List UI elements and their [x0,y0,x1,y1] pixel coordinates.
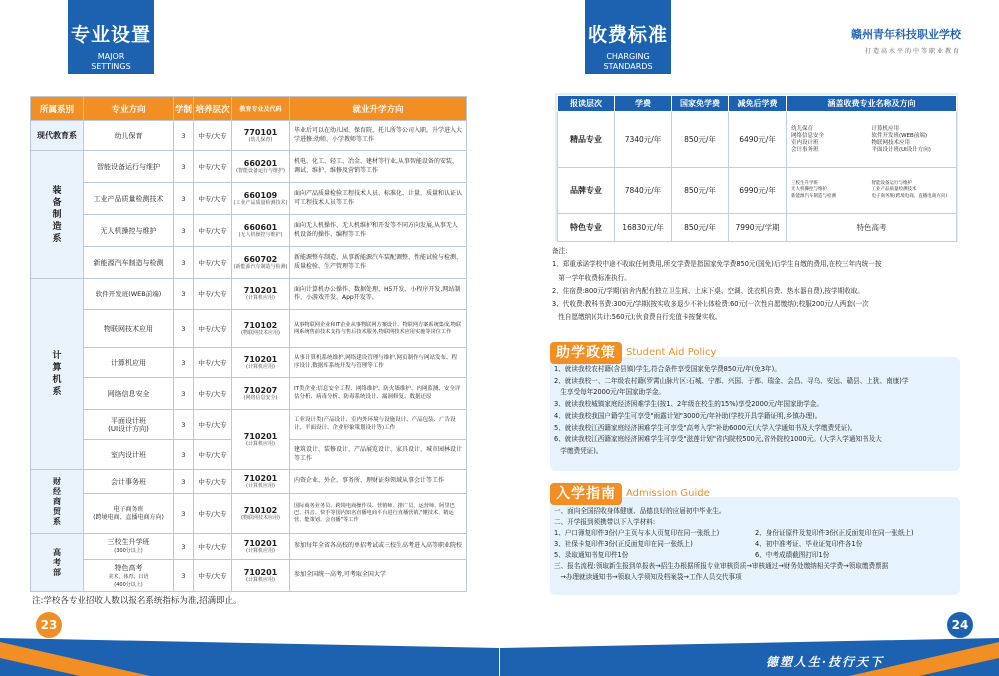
guide-line: 二、开学报到须携带以下入学材料: [554,518,656,526]
after-cell: 7990元/学期 [729,214,787,242]
major-cell: 室内设计班 [84,440,174,470]
code-text: 660109 [243,190,278,200]
major-name: 室内设计班 [791,139,819,146]
fee-notes [552,245,972,325]
major-name: 电子商务班(跨境电商、直播电商方向) [871,193,948,199]
level-cell: 中专/大专 [194,247,232,279]
years-cell: 3 [174,410,194,440]
direction-cell: 国际商务业务员、跨境电商操作员、营销师、推广员、运营师、阿里巴巴、抖音、快手等国内知名直播电商平台进行直播营销,"懂技术、精运营、能策划、会直播"等工作 [290,494,467,534]
section-title-en [68,52,154,72]
school-slogan: 打造高水平的中等职业教育 [864,48,961,55]
free-cell: 850元/年 [672,214,729,242]
majors-col [872,126,953,154]
major-text: 特色高考 [114,563,143,572]
section-tab-major-settings [68,0,154,74]
table-row [31,215,467,247]
aid-line: 4、就读我校我国户籍学生可享受"雨露计划"3000元/年补助(学校开具学籍证明,乡镇办理)。 [554,411,822,420]
footer-shape [0,628,499,676]
code-cell [232,279,290,310]
direction-cell: 参加每年全省各高校的单招考试或三校生高考进入高等职业院校 [290,534,467,560]
major-name: 会计事务班 [791,146,819,153]
guide-line: 一、面向全国招收身体健康、品德良好的应届初中毕业生。 [554,507,726,515]
code-cell [232,215,290,247]
years-cell: 3 [174,470,194,494]
direction-cell: 面向无人机操作、无人机维护和开发等不同方向发展,从事无人机设备的操作、编程等工作 [290,215,467,247]
table-footnote: 注:学校各专业招收人数以报名系统指标为准,招满即止。 [32,596,242,606]
direction-cell: 参加全国统一高考,可考取全国大学 [290,560,467,592]
years-cell: 3 [174,215,194,247]
major-name: 平面设计班(UI设计方向) [871,146,931,153]
after-cell: 6490元/年 [729,112,787,168]
code-text: 710102 [243,505,278,515]
aid-line: 6、就读我校江西籍家庭经济困难学生可享受"滋莲计划"省内院校500元,省外院校1000元。(大学入学通知书及大 [554,435,882,444]
table-row [31,279,467,310]
free-cell: 850元/年 [672,112,729,168]
years-cell: 3 [174,440,194,470]
years-cell: 3 [174,183,194,215]
years-cell: 3 [174,534,194,560]
years-cell: 3 [174,560,194,592]
fee-cell: 16830元/年 [615,214,672,242]
level-cell: 中专/大专 [194,410,232,440]
major-cell [84,560,174,592]
major-name: 网络信息安全 [791,132,825,139]
title-en-line2: STANDARDS [603,62,653,71]
admission-guide-box [550,497,960,595]
fee-table [557,95,957,242]
major-cell: 幼儿保育 [84,121,174,151]
code-sub: (物联网技术应用) [241,514,280,521]
level-cell: 中专/大专 [194,183,232,215]
level-cell: 中专/大专 [194,121,232,151]
years-cell: 3 [174,378,194,410]
majors-cell [787,168,957,214]
code-text: 710201 [243,354,278,364]
header-cell: 报读层次 [558,96,615,112]
major-cell: 平面设计班 (UI设计方向) [84,410,174,440]
table-row [31,410,467,440]
table-row [31,121,467,151]
direction-cell: 内资企业、外企、事务所、理财证券领域从事会计等工作 [290,470,467,494]
major-name: 幼儿保育 [791,125,814,132]
code-cell [232,470,290,494]
majors-col [791,126,872,154]
major-text: 三校生升学班 [107,538,150,546]
note-line: 1、郑重承诺学校中途不收取任何费用,所交学费是指国家免学费850元(国免)后学生自缴的费用,在校三年内统一按 [552,260,882,269]
direction-cell: 毕业后可以在幼儿园、保育院、托儿所等公司入职。升学进入大学进修:幼师、小学教师等工作 [290,121,467,151]
direction-cell: 新能源整车制造、从事新能源汽车装配调整、性能试验与检测、质量检验、生产管理等工作 [290,247,467,279]
code-cell [232,310,290,348]
code-text: 770101 [243,127,278,137]
level-cell: 中专/大专 [194,560,232,592]
aid-line: 学缴费凭证)。 [554,446,603,455]
major-note: 美术、体育、日语 (400分以上) [108,573,149,588]
note-line: 3、代收费:教科书费:300元/学期(按实收多退少不补);体检费:60元(一次性自愿缴纳);校服200元/人两套(一次 [552,300,869,309]
table-row [558,214,957,242]
code-text: 660201 [243,158,278,168]
level-cell: 品牌专业 [558,168,615,214]
table-header-row [558,96,957,112]
header-cell: 国家免学费 [672,96,729,112]
right-footer [500,628,999,676]
footer-slogan: 德塑人生·技行天下 [765,655,884,669]
aid-line: 生享受每年2000元/年国家助学金。 [554,388,666,397]
school-name: 赣州青年科技职业学校 [851,28,961,41]
code-text: 710201 [243,431,278,441]
free-cell: 850元/年 [672,168,729,214]
level-cell: 中专/大专 [194,470,232,494]
code-sub: (计算机应用) [246,482,275,489]
header-cell: 就业升学方向 [290,97,467,121]
major-name: 计算机应用 [871,125,900,132]
table-row [31,310,467,348]
majors-col [791,181,872,201]
fee-cell: 7840元/年 [615,168,672,214]
code-sub: (网络信息安全) [243,394,278,401]
years-cell: 3 [174,494,194,534]
code-cell [232,183,290,215]
major-cell: 物联网技术应用 [84,310,174,348]
level-cell: 中专/大专 [194,348,232,378]
level-cell: 中专/大专 [194,440,232,470]
material-item: 5、录取通知书复印件1份 [554,551,629,559]
left-page [0,0,499,676]
direction-cell: 机电、化工、轻工、冶金、建材等行业,从事智能设备的安装、调试、维护、维修及营销等工作 [290,151,467,183]
direction-cell: 工业设计类(产品设计、室内外环境与设施设计、产品包装、广告设计、平面设计、企业形象策划设计等)工作 [290,410,467,440]
code-cell [232,151,290,183]
years-cell: 3 [174,348,194,378]
dept-cell: 高 考 部 [31,534,84,592]
guide-title: 入学指南 [550,483,622,505]
level-cell: 特色专业 [558,214,615,242]
code-sub: (新能源汽车制造与检测) [233,263,288,270]
major-name: 工业产品质量检测技术 [871,187,917,193]
major-cell: 智能设备运行与维护 [84,151,174,183]
major-table [30,96,467,592]
header-cell: 培养层次 [194,97,232,121]
aid-title: 助学政策 [550,342,622,364]
header-cell: 减免后学费 [729,96,787,112]
code-text: 710207 [243,385,278,395]
materials-col [554,528,755,561]
direction-cell: 面向产品质量检验工程技术人员、标准化、计量、质量和认证认可工程技术人员等工作 [290,183,467,215]
fee-cell: 7340元/年 [615,112,672,168]
note-line: 第一学年收费标准执行。 [552,273,631,282]
code-sub: (计算机应用) [246,363,275,370]
materials-col [755,528,956,561]
table-row [558,168,957,214]
years-cell: 3 [174,310,194,348]
material-item: 1、户口簿复印件3份(户主页与本人页复印在同一张纸上) [554,529,720,537]
section-tab-charging-standards [585,0,671,74]
direction-cell: 从事计算机系统维护,网络建设管理与维护,网页制作与网站发布、程序设计,数据库系统开发与管理等工作 [290,348,467,378]
years-cell: 3 [174,247,194,279]
direction-cell: 面向计算机办公操作、数据处理、H5开发、小程序开发,网站制作、小游戏开发、App开发等。 [290,279,467,310]
header-cell: 学制 [174,97,194,121]
after-cell: 6990元/年 [729,168,787,214]
years-cell: 3 [174,151,194,183]
major-note: (300分以上) [114,548,143,554]
majors-col [872,181,953,201]
major-cell: 会计事务班 [84,470,174,494]
code-cell [232,247,290,279]
major-name: 三校生升学班 [791,180,818,186]
code-cell [232,348,290,378]
dept-cell: 装 备 制 造 系 [31,151,84,279]
code-sub: (计算机应用) [246,440,275,447]
section-title: 专业设置 [70,24,151,46]
level-cell: 中专/大专 [194,494,232,534]
table-row [31,494,467,534]
code-text: 710201 [243,567,278,577]
dept-cell: 财 经 商 贸 系 [31,470,84,534]
admission-guide-heading [550,483,710,505]
guide-line: 三、报名流程:领取新生报到单报表→招生办根据所报专业审核资质→审核通过→财务处缴纳相关学费→领取缴费票据 [554,562,889,570]
note-line: 性自愿缴纳)(共计:560元);伙食费自行充值卡按餐实收。 [552,313,722,322]
aid-line: 2、就读我校一、二年级农村籍(罗霄山脉片区:石城、宁都、兴国、于都、瑞金、会昌、寻乌、安远、赣县、上犹、南康)学 [554,376,909,385]
years-cell: 3 [174,121,194,151]
section-title: 收费标准 [587,24,668,46]
level-cell: 中专/大专 [194,151,232,183]
table-row [558,112,957,168]
header-cell: 学费 [615,96,672,112]
code-text: 660702 [243,254,278,264]
school-name-block [851,26,961,55]
title-en-line1: MAJOR [97,52,125,61]
years-cell: 3 [174,279,194,310]
major-name: 软件开发班(WEB前端) [871,132,927,139]
title-en-line2: SETTINGS [91,62,131,71]
table-row [31,534,467,560]
aid-line: 1、就读我校农村籍(含县镇)学生,符合条件享受国家免学费850元/年(免3年)。 [554,365,781,373]
dept-cell: 计 算 机 系 [31,279,84,470]
table-row [31,560,467,592]
major-name: 物联网技术应用 [871,139,911,146]
level-cell: 中专/大专 [194,310,232,348]
table-header-row [31,97,467,121]
section-title-en [585,52,671,72]
table-row [31,470,467,494]
code-sub: (计算机应用) [246,576,275,583]
header-cell: 专业方向 [84,97,174,121]
table-row [31,348,467,378]
major-cell: 网络信息安全 [84,378,174,410]
code-text: 710102 [243,320,278,330]
code-cell [232,378,290,410]
major-cell: 无人机操控与维护 [84,215,174,247]
major-name: 智能设备运行与维护 [871,180,912,186]
code-sub: (幼儿保育) [248,136,273,143]
code-cell [232,121,290,151]
guide-title-en: Admission Guide [626,488,710,499]
page-number: 24 [947,612,973,638]
code-text: 660601 [243,222,278,232]
level-cell: 精品专业 [558,112,615,168]
footer-shape [500,628,999,676]
table-row [31,378,467,410]
page-number: 23 [36,612,62,638]
code-sub: (计算机应用) [246,295,275,301]
code-sub: (智能设备运行与维护) [236,167,285,174]
major-cell: 新能源汽车制造与检测 [84,247,174,279]
major-name: 无人机操控与维护 [791,187,827,193]
right-page [500,0,999,676]
dept-cell: 现代教育系 [31,121,84,151]
notes-label: 备注: [552,247,568,255]
level-cell: 中专/大专 [194,279,232,310]
table-row [31,183,467,215]
level-cell: 中专/大专 [194,534,232,560]
major-cell: 工业产品质量检测技术 [84,183,174,215]
code-text: 710201 [243,538,278,548]
code-sub: (物联网技术应用) [241,329,280,336]
major-cell: 计算机应用 [84,348,174,378]
aid-policy-heading [550,342,716,364]
code-text: 710201 [243,286,278,295]
level-cell: 中专/大专 [194,215,232,247]
material-item: 3、社保卡复印件3份(正反面复印在同一张纸上) [554,540,693,548]
major-cell: 软件开发班(WEB前端) [84,279,174,310]
material-item: 6、中考成绩截图打印1份 [755,551,830,559]
left-footer [0,628,499,676]
code-sub: (计算机应用) [246,547,275,554]
material-item: 4、初中准考证、毕业证复印件各1份 [755,540,863,548]
aid-line: 3、就读我校城镇家庭经济困难学生(按1、2年级在校生的15%)享受2000元/年国家助学金。 [554,400,823,409]
code-text: 710201 [243,473,278,483]
aid-policy-box [550,357,960,471]
materials-grid [554,528,956,561]
header-cell: 教育专业及代码 [232,97,290,121]
code-cell [232,560,290,592]
material-item: 2、身份证原件及复印件3份(正反面复印在同一张纸上) [755,529,914,537]
header-cell: 涵盖收费专业名称及方向 [787,96,957,112]
majors-cell: 特色高考 [787,214,957,242]
guide-line: →办理就读通知书→领取入学须知及档案袋→工作人员交代事项 [554,573,742,581]
direction-cell: 从事物联网企业和IT企业从事物联网方案设计、物联网方案系统集成,物联网系统售前技术支持与售后技术服务,物联网技术应用实施等岗位工作 [290,310,467,348]
level-cell: 中专/大专 [194,378,232,410]
code-sub: (工业产品质量检测技术) [233,199,288,206]
note-line: 2、住宿费:800元/学期(宿舍内配有独立卫生间、上床下桌、空调、洗衣机自费、热水器自费),按学期收取。 [552,286,864,295]
table-row [31,247,467,279]
aid-title-en: Student Aid Policy [626,347,717,358]
header-cell: 所属系别 [31,97,84,121]
major-name: 新能源汽车制造与检测 [791,193,836,199]
code-cell [232,410,290,470]
table-row [31,151,467,183]
title-en-line1: CHARGING [606,52,650,61]
code-cell [232,534,290,560]
major-cell: 电子商务班 (跨境电商、直播电商方向) [84,494,174,534]
major-cell [84,534,174,560]
code-sub: (无人机操控与维护) [238,231,283,238]
aid-line: 5、就读我校江西籍家庭经济困难学生可享受"高考入学"补助6000元(大学入学通知书及大学缴费凭证)。 [554,423,857,432]
direction-cell: 建筑设计、装修设计、产品展览设计、家具设计、城市园林设计等工作 [290,440,467,470]
majors-cell [787,112,957,168]
code-cell [232,494,290,534]
direction-cell: IT类企业:信息安全工程、网络维护、防火墙维护、内网监测、安全评估分析、病毒分析、防毒系统设计、漏洞修复、数据还原 [290,378,467,410]
